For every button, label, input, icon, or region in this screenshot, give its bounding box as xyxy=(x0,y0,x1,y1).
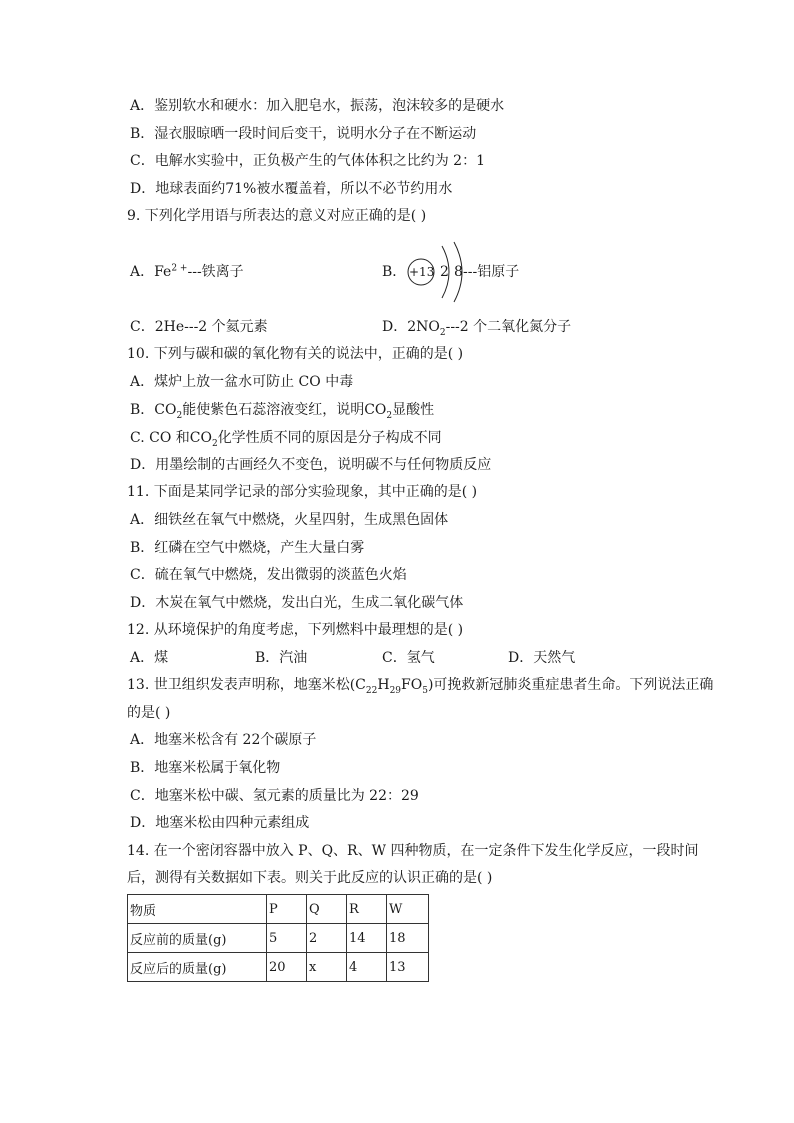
q9-option-a xyxy=(130,262,244,282)
q11-option-d: D．木炭在氧气中燃烧，发出白光，生成二氧化碳气体 xyxy=(130,595,464,611)
q10-b-pre: B．CO xyxy=(130,402,177,418)
q9-a-label: A．Fe xyxy=(130,264,172,280)
q13-stem-cont: 的是( ) xyxy=(127,705,171,721)
table-header-cell: W xyxy=(387,895,429,924)
q11-stem: 11. 下面是某同学记录的部分实验现象，其中正确的是( ) xyxy=(127,484,478,500)
q9-stem: 9. 下列化学用语与所表达的意义对应正确的是( ) xyxy=(127,208,427,224)
q12-option-a: A．煤 xyxy=(130,650,169,666)
table-cell: 2 xyxy=(307,924,347,953)
q10-b-sub2: 2 xyxy=(386,410,393,421)
table-header-cell: 物质 xyxy=(128,895,267,924)
atom-shell-2: 8 xyxy=(454,264,463,280)
q14-stem-cont: 后，测得有关数据如下表。则关于此反应的认识正确的是( ) xyxy=(127,870,493,886)
table-cell: 13 xyxy=(387,953,429,982)
q14-stem: 14. 在一个密闭容器中放入 P、Q、R、W 四种物质，在一定条件下发生化学反应，一段时间 xyxy=(127,843,699,859)
q13-option-c: C．地塞米松中碳、氢元素的质量比为 22：29 xyxy=(130,788,419,804)
table-cell: 反应前的质量(g) xyxy=(128,924,267,953)
table-header-cell: R xyxy=(347,895,387,924)
table-row xyxy=(128,953,429,982)
q10-option-c xyxy=(130,428,442,448)
q13-formula-c: 22 xyxy=(365,685,378,696)
q13-option-a: A．地塞米松含有 22个碳原子 xyxy=(130,732,317,748)
q13-option-d: D．地塞米松由四种元素组成 xyxy=(130,815,310,831)
q9-b-meaning: ---铝原子 xyxy=(463,264,520,280)
q9-option-d xyxy=(382,317,571,337)
q10-c-pre: C. CO 和CO xyxy=(130,430,212,446)
q12-option-b: B．汽油 xyxy=(255,650,308,666)
table-cell: 14 xyxy=(347,924,387,953)
q9-a-meaning: ---铁离子 xyxy=(187,264,244,280)
q10-c-sub: 2 xyxy=(211,438,218,449)
q13-formula-o-count: 5 xyxy=(422,685,428,696)
q9-a-charge: 2 + xyxy=(171,263,188,274)
q9-d-meaning: ---2 个二氧化氮分子 xyxy=(445,319,572,335)
q10-option-a: A．煤炉上放一盆水可防止 CO 中毒 xyxy=(130,374,354,390)
q12-stem: 12. 从环境保护的角度考虑，下列燃料中最理想的是( ) xyxy=(127,622,464,638)
q12-option-d: D．天然气 xyxy=(508,650,576,666)
atom-nucleus-charge: +13 xyxy=(409,265,435,279)
q13-stem xyxy=(127,675,713,695)
reaction-data-table xyxy=(127,894,429,982)
q10-c-tail: 化学性质不同的原因是分子构成不同 xyxy=(217,430,442,446)
q13-stem-pre: 13. 世卫组织发表声明称，地塞米松(C xyxy=(127,677,366,693)
q8-option-d: D．地球表面约71%被水覆盖着，所以不必节约用水 xyxy=(130,181,453,197)
q8-option-a: A．鉴别软水和硬水：加入肥皂水，振荡，泡沫较多的是硬水 xyxy=(130,98,505,114)
atom-shell-1: 2 xyxy=(440,264,449,280)
q9-d-sub: 2 xyxy=(439,327,446,338)
q10-stem: 10. 下列与碳和碳的氧化物有关的说法中，正确的是( ) xyxy=(127,346,464,362)
q10-option-d: D．用墨绘制的古画经久不变色，说明碳不与任何物质反应 xyxy=(130,457,492,473)
q10-b-sub1: 2 xyxy=(176,410,183,421)
table-header-row xyxy=(128,895,429,924)
table-cell: x xyxy=(307,953,347,982)
q9-option-c: C．2He---2 个氦元素 xyxy=(130,319,268,335)
q8-option-c: C．电解水实验中，正负极产生的气体体积之比约为 2：1 xyxy=(130,153,485,169)
q13-stem-tail: )可挽救新冠肺炎重症患者生命。下列说法正确 xyxy=(427,677,714,693)
q13-formula-fo: FO xyxy=(401,677,423,693)
q13-formula-h-count: 29 xyxy=(389,685,402,696)
q10-option-b xyxy=(130,400,434,420)
table-header-cell: P xyxy=(267,895,307,924)
q11-option-b: B．红磷在空气中燃烧，产生大量白雾 xyxy=(130,540,365,556)
table-cell: 5 xyxy=(267,924,307,953)
q13-formula-h: H xyxy=(377,677,390,693)
q8-option-b: B．湿衣服晾晒一段时间后变干，说明水分子在不断运动 xyxy=(130,126,477,142)
q9-option-b-label: B． xyxy=(382,264,407,280)
table-cell: 20 xyxy=(267,953,307,982)
q9-d-formula: D．2NO xyxy=(382,319,440,335)
q11-option-a: A．细铁丝在氧气中燃烧，火星四射，生成黑色固体 xyxy=(130,512,449,528)
q10-b-mid: 能使紫色石蕊溶液变红，说明CO xyxy=(182,402,387,418)
q11-option-c: C．硫在氧气中燃烧，发出微弱的淡蓝色火焰 xyxy=(130,567,407,583)
q13-option-b: B．地塞米松属于氧化物 xyxy=(130,760,281,776)
table-header-cell: Q xyxy=(307,895,347,924)
q10-b-tail: 显酸性 xyxy=(392,402,435,418)
table-cell: 18 xyxy=(387,924,429,953)
table-row xyxy=(128,924,429,953)
table-cell: 反应后的质量(g) xyxy=(128,953,267,982)
table-cell: 4 xyxy=(347,953,387,982)
q12-option-c: C．氢气 xyxy=(382,650,435,666)
